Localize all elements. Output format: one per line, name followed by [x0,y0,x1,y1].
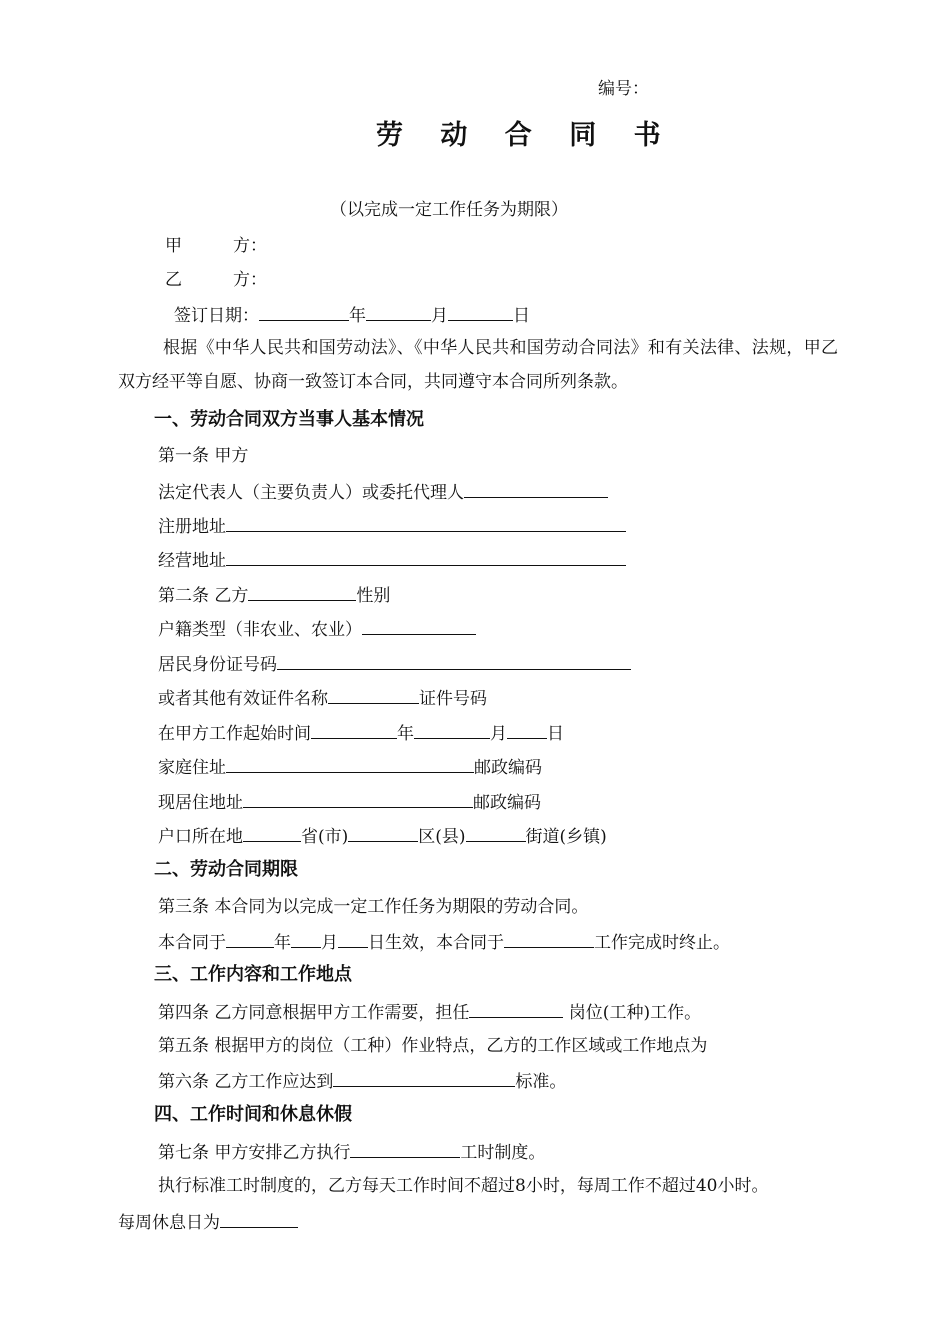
representative-blank[interactable] [464,480,608,498]
postal-code-label: 邮政编码 [474,758,542,778]
article-3: 第三条 本合同为以完成一定工作任务为期限的劳动合同。 [158,897,589,917]
term-day-blank[interactable] [338,930,368,948]
article-1: 第一条 甲方 [158,446,249,466]
district-label: 区(县) [418,827,466,847]
term-year-blank[interactable] [226,930,274,948]
working-hours-blank[interactable] [350,1140,460,1158]
gender-label: 性别 [356,586,391,606]
registered-address-line [158,514,626,538]
start-date-label: 在甲方工作起始时间 [158,724,311,744]
other-id-line [158,686,487,710]
article-4-label: 第四条 乙方同意根据甲方工作需要，担任 [158,1003,470,1023]
hukou-type-line [158,617,476,641]
start-month-label: 月 [490,724,507,744]
current-address-blank[interactable] [243,790,473,808]
hukou-type-blank[interactable] [362,617,476,635]
term-effective-label: 日生效，本合同于 [368,933,504,953]
id-number-line [158,652,631,676]
sign-month-label: 月 [431,306,448,326]
id-number-blank[interactable] [277,652,631,670]
current-address-line [158,790,541,814]
sign-date-line [174,303,530,327]
start-year-label: 年 [397,724,414,744]
position-blank[interactable] [469,1000,563,1018]
article-4-line [158,1000,701,1024]
sign-day-blank[interactable] [448,303,513,321]
article-7-label: 第七条 甲方安排乙方执行 [158,1143,351,1163]
start-date-line [158,721,564,745]
section-4-heading: 四、工作时间和休息休假 [154,1104,352,1125]
representative-label: 法定代表人（主要负责人）或委托代理人 [158,483,464,503]
start-year-blank[interactable] [311,721,397,739]
term-end-label: 工作完成时终止。 [594,933,730,953]
term-month-blank[interactable] [291,930,321,948]
rest-day-label: 每周休息日为 [118,1213,220,1233]
party-b-name-blank[interactable] [248,583,356,601]
province-blank[interactable] [243,824,301,842]
contract-number-label: 编号： [598,79,649,99]
term-start-label: 本合同于 [158,933,226,953]
registered-address-blank[interactable] [226,514,626,532]
home-address-line [158,755,542,779]
other-id-label: 或者其他有效证件名称 [158,689,328,709]
sign-year-blank[interactable] [259,303,349,321]
article-6-line [158,1069,566,1093]
street-label: 街道(乡镇) [525,827,607,847]
sign-date-label: 签订日期： [174,306,259,326]
other-id-blank[interactable] [328,686,419,704]
province-label: 省(市) [301,827,349,847]
home-address-blank[interactable] [226,755,474,773]
page-subtitle: （以完成一定工作任务为期限） [330,200,568,220]
article-6-label: 第六条 乙方工作应达到 [158,1072,334,1092]
page-title: 劳 动 合 同 书 [376,120,675,151]
start-day-label: 日 [547,724,564,744]
term-end-blank[interactable] [504,930,594,948]
representative-line [158,480,608,504]
id-number-label: 居民身份证号码 [158,655,277,675]
party-a-label: 甲 方： [165,236,267,256]
preamble-paragraph: 根据《中华人民共和国劳动法》、《中华人民共和国劳动合同法》和有关法律、法规，甲乙双方经平等自愿、协商一致签订本合同，共同遵守本合同所列条款。 [118,338,838,392]
cert-number-label: 证件号码 [419,689,487,709]
standard-blank[interactable] [333,1069,515,1087]
operating-address-line [158,548,626,572]
hukou-location-line [158,824,607,848]
operating-address-label: 经营地址 [158,551,226,571]
rest-day-line [118,1210,298,1234]
postal-code-label-2: 邮政编码 [473,793,541,813]
sign-month-blank[interactable] [366,303,431,321]
standard-suffix: 标准。 [515,1072,567,1092]
article-2-label: 第二条 乙方 [158,586,249,606]
operating-address-blank[interactable] [226,548,626,566]
registered-address-label: 注册地址 [158,517,226,537]
sign-day-label: 日 [513,306,530,326]
article-2-line [158,583,390,607]
sign-year-label: 年 [349,306,366,326]
home-address-label: 家庭住址 [158,758,226,778]
article-5: 第五条 根据甲方的岗位（工种）作业特点，乙方的工作区域或工作地点为 [158,1036,708,1056]
current-address-label: 现居住地址 [158,793,243,813]
start-day-blank[interactable] [507,721,547,739]
rest-day-blank[interactable] [220,1210,298,1228]
position-suffix: 岗位(工种)工作。 [563,1003,702,1023]
party-b-label: 乙 方： [165,270,267,290]
start-month-blank[interactable] [414,721,490,739]
section-3-heading: 三、工作内容和工作地点 [154,964,352,985]
street-blank[interactable] [466,824,526,842]
term-month-label: 月 [321,933,338,953]
article-7-line [158,1140,545,1164]
hukou-type-label: 户籍类型（非农业、农业） [158,620,362,640]
section-2-heading: 二、劳动合同期限 [154,859,298,880]
standard-hours-text: 执行标准工时制度的，乙方每天工作时间不超过8小时，每周工作不超过40小时。 [158,1176,769,1196]
hukou-location-label: 户口所在地 [158,827,243,847]
term-year-label: 年 [274,933,291,953]
term-line [158,930,730,954]
section-1-heading: 一、劳动合同双方当事人基本情况 [154,409,424,430]
working-hours-suffix: 工时制度。 [460,1143,546,1163]
district-blank[interactable] [348,824,418,842]
